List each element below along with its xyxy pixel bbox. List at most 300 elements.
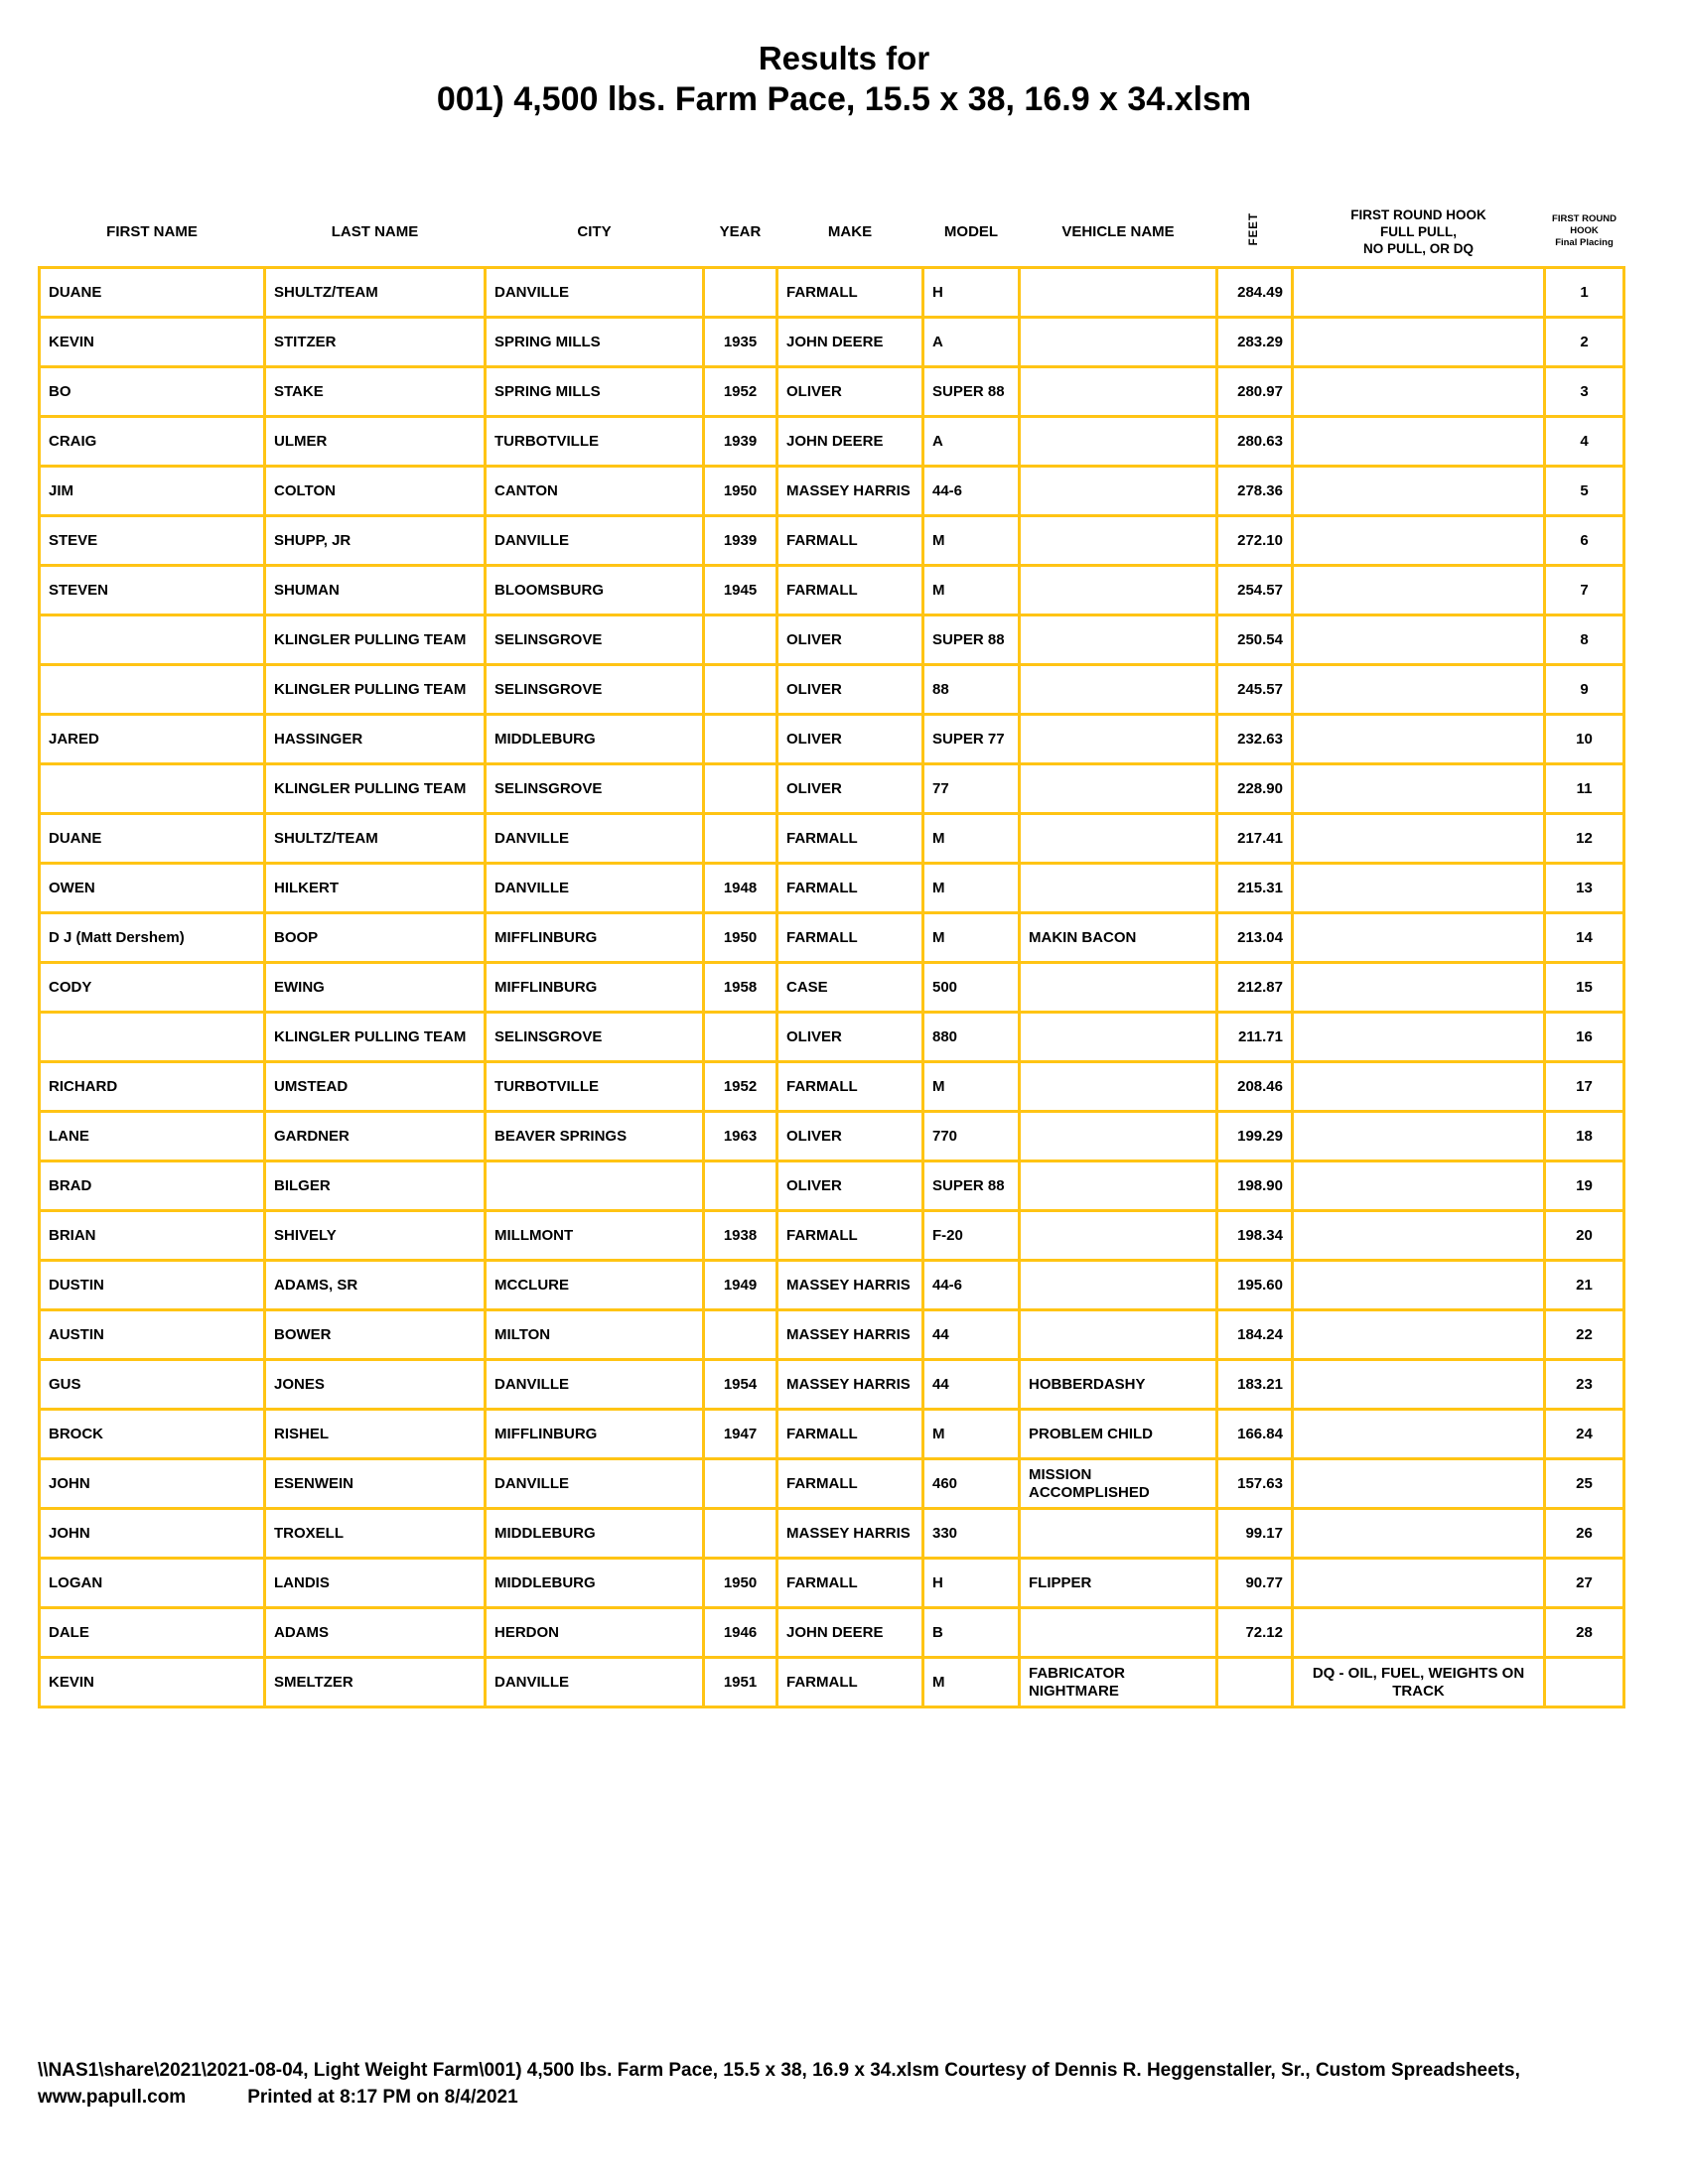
cell-make: OLIVER [777, 1013, 923, 1062]
cell-feet [1217, 1658, 1293, 1707]
cell-year: 1958 [704, 963, 777, 1013]
cell-last_name: KLINGLER PULLING TEAM [265, 764, 486, 814]
cell-make: MASSEY HARRIS [777, 1360, 923, 1410]
cell-year [704, 268, 777, 318]
cell-first_name: JOHN [40, 1509, 265, 1559]
cell-feet: 195.60 [1217, 1261, 1293, 1310]
cell-vehicle_name: PROBLEM CHILD [1020, 1410, 1217, 1459]
cell-placing: 9 [1545, 665, 1624, 715]
cell-year: 1950 [704, 913, 777, 963]
cell-feet: 283.29 [1217, 318, 1293, 367]
cell-vehicle_name [1020, 665, 1217, 715]
cell-model: 330 [923, 1509, 1020, 1559]
cell-feet: 272.10 [1217, 516, 1293, 566]
cell-feet: 157.63 [1217, 1459, 1293, 1509]
table-row [40, 864, 1624, 913]
cell-feet: 211.71 [1217, 1013, 1293, 1062]
cell-make: FARMALL [777, 516, 923, 566]
cell-vehicle_name [1020, 1211, 1217, 1261]
cell-model: M [923, 1658, 1020, 1707]
page-title [0, 40, 1688, 119]
cell-first_round_hook [1293, 1161, 1545, 1211]
cell-year: 1947 [704, 1410, 777, 1459]
cell-vehicle_name [1020, 814, 1217, 864]
cell-city: MILTON [486, 1310, 704, 1360]
cell-first_name [40, 764, 265, 814]
cell-first_round_hook [1293, 615, 1545, 665]
cell-feet: 213.04 [1217, 913, 1293, 963]
cell-model: M [923, 1062, 1020, 1112]
cell-first_name [40, 1013, 265, 1062]
cell-vehicle_name [1020, 1608, 1217, 1658]
cell-city: MILLMONT [486, 1211, 704, 1261]
cell-model: 77 [923, 764, 1020, 814]
col-header-city: CITY [577, 222, 612, 240]
cell-first_name: BO [40, 367, 265, 417]
cell-first_round_hook [1293, 1360, 1545, 1410]
cell-vehicle_name [1020, 467, 1217, 516]
cell-last_name: JONES [265, 1360, 486, 1410]
cell-model: A [923, 417, 1020, 467]
cell-make: JOHN DEERE [777, 318, 923, 367]
cell-first_name: STEVE [40, 516, 265, 566]
cell-model: H [923, 268, 1020, 318]
cell-year: 1952 [704, 367, 777, 417]
cell-vehicle_name [1020, 268, 1217, 318]
cell-first_name: RICHARD [40, 1062, 265, 1112]
cell-model: 44 [923, 1310, 1020, 1360]
table-row [40, 963, 1624, 1013]
cell-city: BEAVER SPRINGS [486, 1112, 704, 1161]
cell-placing: 8 [1545, 615, 1624, 665]
cell-model: 44 [923, 1360, 1020, 1410]
cell-feet: 278.36 [1217, 467, 1293, 516]
cell-last_name: ULMER [265, 417, 486, 467]
table-row [40, 268, 1624, 318]
cell-city: CANTON [486, 467, 704, 516]
cell-placing: 4 [1545, 417, 1624, 467]
cell-year: 1945 [704, 566, 777, 615]
cell-make: JOHN DEERE [777, 1608, 923, 1658]
cell-vehicle_name [1020, 1112, 1217, 1161]
cell-feet: 245.57 [1217, 665, 1293, 715]
cell-feet: 99.17 [1217, 1509, 1293, 1559]
cell-last_name: BILGER [265, 1161, 486, 1211]
cell-placing: 19 [1545, 1161, 1624, 1211]
cell-first_name: D J (Matt Dershem) [40, 913, 265, 963]
cell-last_name: KLINGLER PULLING TEAM [265, 615, 486, 665]
cell-last_name: SHULTZ/TEAM [265, 268, 486, 318]
hook-header-line2: FULL PULL, [1380, 223, 1457, 239]
cell-feet: 212.87 [1217, 963, 1293, 1013]
cell-last_name: KLINGLER PULLING TEAM [265, 1013, 486, 1062]
cell-placing: 17 [1545, 1062, 1624, 1112]
cell-first_name: DUANE [40, 268, 265, 318]
cell-feet: 90.77 [1217, 1559, 1293, 1608]
cell-model: 500 [923, 963, 1020, 1013]
cell-model: SUPER 88 [923, 367, 1020, 417]
cell-vehicle_name [1020, 963, 1217, 1013]
cell-first_name: OWEN [40, 864, 265, 913]
cell-year [704, 814, 777, 864]
cell-first_name: BROCK [40, 1410, 265, 1459]
cell-feet: 184.24 [1217, 1310, 1293, 1360]
table-row [40, 1211, 1624, 1261]
cell-vehicle_name [1020, 1013, 1217, 1062]
cell-model: M [923, 516, 1020, 566]
cell-vehicle_name [1020, 318, 1217, 367]
table-row [40, 715, 1624, 764]
cell-placing: 1 [1545, 268, 1624, 318]
cell-placing: 7 [1545, 566, 1624, 615]
cell-model: M [923, 913, 1020, 963]
table-row [40, 417, 1624, 467]
cell-feet: 198.90 [1217, 1161, 1293, 1211]
cell-city: SELINSGROVE [486, 764, 704, 814]
table-row [40, 318, 1624, 367]
cell-first_name: AUSTIN [40, 1310, 265, 1360]
cell-city: SELINSGROVE [486, 615, 704, 665]
cell-first_round_hook [1293, 566, 1545, 615]
table-row [40, 1161, 1624, 1211]
cell-first_name: KEVIN [40, 1658, 265, 1707]
col-header-year: YEAR [719, 222, 762, 240]
cell-city: MIFFLINBURG [486, 913, 704, 963]
cell-city: TURBOTVILLE [486, 1062, 704, 1112]
table-row [40, 764, 1624, 814]
cell-vehicle_name [1020, 516, 1217, 566]
cell-feet: 217.41 [1217, 814, 1293, 864]
cell-model: 88 [923, 665, 1020, 715]
cell-model: 460 [923, 1459, 1020, 1509]
cell-first_name: DUSTIN [40, 1261, 265, 1310]
cell-city [486, 1161, 704, 1211]
cell-feet: 250.54 [1217, 615, 1293, 665]
col-header-vehicle-name: VEHICLE NAME [1061, 222, 1175, 240]
table-row [40, 1062, 1624, 1112]
cell-year: 1946 [704, 1608, 777, 1658]
cell-last_name: SHULTZ/TEAM [265, 814, 486, 864]
cell-first_round_hook [1293, 1559, 1545, 1608]
footer-file-path: \\NAS1\share\2021\2021-08-04, Light Weight Farm\001) 4,500 lbs. Farm Pace, 15.5 x 38, 16.9 x 34.xlsm Courtesy of Dennis R. Heggenstaller, Sr., Custom Spreadsheets, [38, 2060, 1520, 2081]
cell-first_round_hook [1293, 963, 1545, 1013]
table-row [40, 665, 1624, 715]
cell-last_name: ADAMS, SR [265, 1261, 486, 1310]
cell-city: SELINSGROVE [486, 665, 704, 715]
cell-city: DANVILLE [486, 516, 704, 566]
cell-vehicle_name [1020, 615, 1217, 665]
cell-feet: 228.90 [1217, 764, 1293, 814]
cell-make: FARMALL [777, 913, 923, 963]
cell-year: 1954 [704, 1360, 777, 1410]
cell-first_round_hook: DQ - OIL, FUEL, WEIGHTS ON TRACK [1293, 1658, 1545, 1707]
cell-make: FARMALL [777, 1410, 923, 1459]
table-row [40, 1112, 1624, 1161]
cell-model: M [923, 566, 1020, 615]
table-row [40, 467, 1624, 516]
cell-first_round_hook [1293, 1509, 1545, 1559]
cell-placing: 2 [1545, 318, 1624, 367]
results-tbody [40, 268, 1624, 1707]
cell-last_name: SHUMAN [265, 566, 486, 615]
cell-first_name: CRAIG [40, 417, 265, 467]
cell-year: 1950 [704, 1559, 777, 1608]
header-row [40, 197, 1624, 268]
cell-vehicle_name: FABRICATOR NIGHTMARE [1020, 1658, 1217, 1707]
cell-make: JOHN DEERE [777, 417, 923, 467]
cell-year: 1952 [704, 1062, 777, 1112]
cell-model: M [923, 814, 1020, 864]
cell-placing: 28 [1545, 1608, 1624, 1658]
cell-last_name: TROXELL [265, 1509, 486, 1559]
cell-last_name: COLTON [265, 467, 486, 516]
cell-model: H [923, 1559, 1020, 1608]
cell-first_name: JIM [40, 467, 265, 516]
title-line-2: 001) 4,500 lbs. Farm Pace, 15.5 x 38, 16.9 x 34.xlsm [436, 80, 1252, 118]
cell-placing [1545, 1658, 1624, 1707]
cell-make: FARMALL [777, 814, 923, 864]
cell-year [704, 1310, 777, 1360]
cell-first_round_hook [1293, 417, 1545, 467]
col-header-first-name: FIRST NAME [106, 222, 198, 240]
cell-make: OLIVER [777, 715, 923, 764]
cell-placing: 6 [1545, 516, 1624, 566]
cell-model: 44-6 [923, 467, 1020, 516]
cell-feet: 72.12 [1217, 1608, 1293, 1658]
cell-first_round_hook [1293, 1608, 1545, 1658]
title-line-1: Results for [758, 40, 930, 76]
cell-year [704, 1509, 777, 1559]
cell-vehicle_name [1020, 1310, 1217, 1360]
table-row [40, 1013, 1624, 1062]
cell-placing: 11 [1545, 764, 1624, 814]
col-header-feet [1217, 197, 1293, 268]
cell-first_name: BRAD [40, 1161, 265, 1211]
feet-vertical-label: FEET [1248, 212, 1260, 246]
cell-feet: 183.21 [1217, 1360, 1293, 1410]
cell-placing: 22 [1545, 1310, 1624, 1360]
table-row [40, 814, 1624, 864]
cell-make: FARMALL [777, 1658, 923, 1707]
cell-city: MIDDLEBURG [486, 1509, 704, 1559]
cell-city: BLOOMSBURG [486, 566, 704, 615]
cell-year: 1948 [704, 864, 777, 913]
placing-header-line1: FIRST ROUND [1552, 213, 1617, 224]
cell-model: A [923, 318, 1020, 367]
hook-header-line1: FIRST ROUND HOOK [1350, 206, 1486, 222]
cell-vehicle_name [1020, 1161, 1217, 1211]
cell-first_name [40, 615, 265, 665]
cell-year [704, 764, 777, 814]
col-header-last-name: LAST NAME [331, 222, 419, 240]
cell-city: MIFFLINBURG [486, 1410, 704, 1459]
cell-model: 44-6 [923, 1261, 1020, 1310]
cell-last_name: SMELTZER [265, 1658, 486, 1707]
cell-first_round_hook [1293, 467, 1545, 516]
cell-city: DANVILLE [486, 268, 704, 318]
cell-make: MASSEY HARRIS [777, 1261, 923, 1310]
table-row [40, 913, 1624, 963]
cell-last_name: SHUPP, JR [265, 516, 486, 566]
cell-make: MASSEY HARRIS [777, 1310, 923, 1360]
cell-last_name: GARDNER [265, 1112, 486, 1161]
cell-last_name: HILKERT [265, 864, 486, 913]
table-row [40, 1261, 1624, 1310]
cell-make: FARMALL [777, 1211, 923, 1261]
cell-first_round_hook [1293, 1459, 1545, 1509]
cell-model: M [923, 864, 1020, 913]
cell-city: DANVILLE [486, 814, 704, 864]
cell-vehicle_name [1020, 864, 1217, 913]
results-table [38, 197, 1625, 1708]
table-row [40, 516, 1624, 566]
cell-make: FARMALL [777, 268, 923, 318]
cell-city: MIFFLINBURG [486, 963, 704, 1013]
cell-first_name: DALE [40, 1608, 265, 1658]
cell-placing: 21 [1545, 1261, 1624, 1310]
cell-last_name: LANDIS [265, 1559, 486, 1608]
cell-city: TURBOTVILLE [486, 417, 704, 467]
cell-last_name: STITZER [265, 318, 486, 367]
footer-printed-at: Printed at 8:17 PM on 8/4/2021 [247, 2087, 518, 2108]
cell-city: DANVILLE [486, 864, 704, 913]
cell-vehicle_name [1020, 715, 1217, 764]
placing-header-line2: HOOK [1570, 225, 1599, 236]
cell-year: 1963 [704, 1112, 777, 1161]
cell-vehicle_name: MISSION ACCOMPLISHED [1020, 1459, 1217, 1509]
cell-placing: 24 [1545, 1410, 1624, 1459]
cell-feet: 215.31 [1217, 864, 1293, 913]
cell-first_round_hook [1293, 814, 1545, 864]
cell-placing: 10 [1545, 715, 1624, 764]
cell-placing: 26 [1545, 1509, 1624, 1559]
cell-feet: 280.97 [1217, 367, 1293, 417]
cell-year: 1938 [704, 1211, 777, 1261]
cell-city: SPRING MILLS [486, 318, 704, 367]
cell-first_name: BRIAN [40, 1211, 265, 1261]
cell-first_round_hook [1293, 318, 1545, 367]
cell-make: OLIVER [777, 1161, 923, 1211]
cell-city: SELINSGROVE [486, 1013, 704, 1062]
cell-first_round_hook [1293, 1062, 1545, 1112]
cell-city: MIDDLEBURG [486, 1559, 704, 1608]
cell-first_round_hook [1293, 1310, 1545, 1360]
cell-placing: 18 [1545, 1112, 1624, 1161]
cell-year: 1950 [704, 467, 777, 516]
cell-placing: 3 [1545, 367, 1624, 417]
cell-year: 1951 [704, 1658, 777, 1707]
hook-header-line3: NO PULL, OR DQ [1363, 240, 1474, 256]
cell-first_name: CODY [40, 963, 265, 1013]
cell-first_name [40, 665, 265, 715]
cell-make: MASSEY HARRIS [777, 1509, 923, 1559]
table-row [40, 1360, 1624, 1410]
cell-last_name: ADAMS [265, 1608, 486, 1658]
cell-year [704, 615, 777, 665]
cell-feet: 284.49 [1217, 268, 1293, 318]
cell-model: B [923, 1608, 1020, 1658]
cell-feet: 208.46 [1217, 1062, 1293, 1112]
cell-city: SPRING MILLS [486, 367, 704, 417]
cell-feet: 166.84 [1217, 1410, 1293, 1459]
cell-feet: 232.63 [1217, 715, 1293, 764]
cell-first_round_hook [1293, 1211, 1545, 1261]
cell-vehicle_name: FLIPPER [1020, 1559, 1217, 1608]
cell-city: DANVILLE [486, 1658, 704, 1707]
cell-model: SUPER 88 [923, 1161, 1020, 1211]
table-row [40, 1410, 1624, 1459]
cell-first_round_hook [1293, 1410, 1545, 1459]
cell-first_name: STEVEN [40, 566, 265, 615]
table-row [40, 1608, 1624, 1658]
cell-model: 880 [923, 1013, 1020, 1062]
cell-first_round_hook [1293, 665, 1545, 715]
cell-placing: 16 [1545, 1013, 1624, 1062]
cell-first_round_hook [1293, 268, 1545, 318]
cell-vehicle_name: HOBBERDASHY [1020, 1360, 1217, 1410]
cell-last_name: EWING [265, 963, 486, 1013]
cell-placing: 27 [1545, 1559, 1624, 1608]
table-row [40, 367, 1624, 417]
cell-city: MCCLURE [486, 1261, 704, 1310]
col-header-make: MAKE [827, 222, 873, 240]
cell-make: OLIVER [777, 764, 923, 814]
cell-first_round_hook [1293, 913, 1545, 963]
cell-first_round_hook [1293, 864, 1545, 913]
table-row [40, 1459, 1624, 1509]
cell-vehicle_name: MAKIN BACON [1020, 913, 1217, 963]
cell-make: MASSEY HARRIS [777, 467, 923, 516]
table-row [40, 1658, 1624, 1707]
cell-year [704, 1161, 777, 1211]
cell-last_name: STAKE [265, 367, 486, 417]
cell-feet: 198.34 [1217, 1211, 1293, 1261]
cell-year: 1939 [704, 516, 777, 566]
table-row [40, 1559, 1624, 1608]
cell-make: OLIVER [777, 665, 923, 715]
cell-first_name: GUS [40, 1360, 265, 1410]
cell-make: FARMALL [777, 1559, 923, 1608]
col-header-placing [1545, 197, 1624, 268]
cell-feet: 199.29 [1217, 1112, 1293, 1161]
cell-last_name: UMSTEAD [265, 1062, 486, 1112]
cell-year [704, 715, 777, 764]
cell-first_name: DUANE [40, 814, 265, 864]
cell-make: FARMALL [777, 1062, 923, 1112]
cell-placing: 12 [1545, 814, 1624, 864]
cell-first_round_hook [1293, 1112, 1545, 1161]
cell-last_name: BOOP [265, 913, 486, 963]
col-header-first-round-hook [1293, 197, 1545, 268]
cell-feet: 280.63 [1217, 417, 1293, 467]
cell-year [704, 665, 777, 715]
cell-vehicle_name [1020, 566, 1217, 615]
cell-city: DANVILLE [486, 1459, 704, 1509]
table-row [40, 1509, 1624, 1559]
footer-website: www.papull.com [38, 2087, 187, 2108]
cell-first_name: KEVIN [40, 318, 265, 367]
cell-first_round_hook [1293, 367, 1545, 417]
cell-first_name: LOGAN [40, 1559, 265, 1608]
cell-last_name: RISHEL [265, 1410, 486, 1459]
cell-make: FARMALL [777, 1459, 923, 1509]
table-row [40, 1310, 1624, 1360]
cell-first_name: JOHN [40, 1459, 265, 1509]
cell-placing: 5 [1545, 467, 1624, 516]
cell-first_round_hook [1293, 764, 1545, 814]
cell-make: OLIVER [777, 615, 923, 665]
cell-vehicle_name [1020, 1509, 1217, 1559]
